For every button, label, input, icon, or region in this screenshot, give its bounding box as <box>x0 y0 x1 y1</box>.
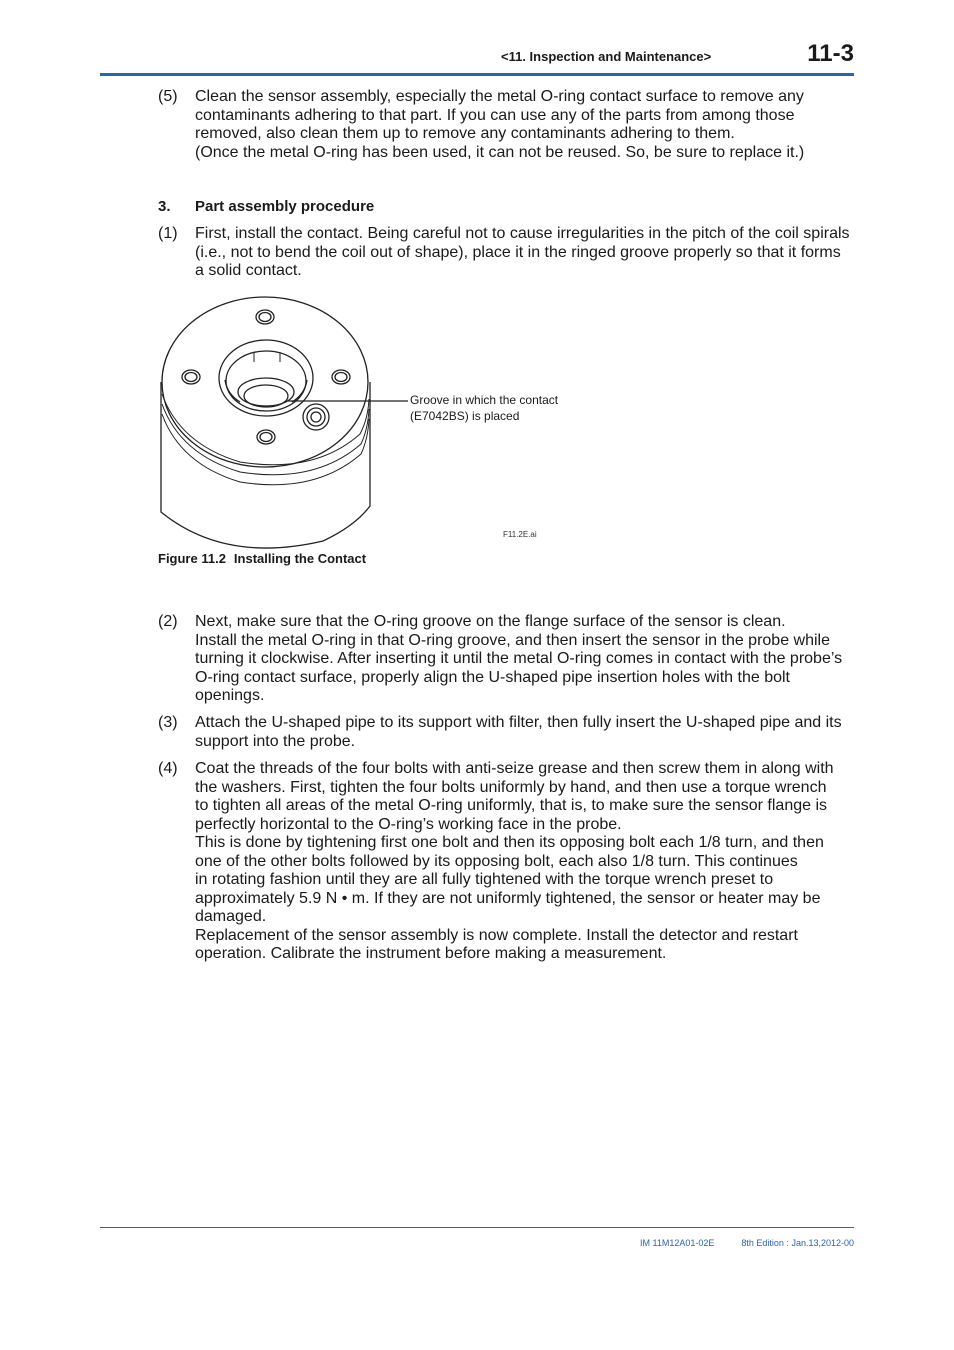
document-number: IM 11M12A01-02E <box>640 1238 715 1248</box>
caption-label: Installing the Contact <box>233 551 367 566</box>
section-number: 3. <box>158 198 171 215</box>
step-4 <box>158 760 858 964</box>
running-header: <11. Inspection and Maintenance> <box>501 49 712 64</box>
step-5 <box>158 88 858 162</box>
figure-file-tag: F11.2E.ai <box>503 530 537 539</box>
header-rule <box>100 73 854 76</box>
footer-rule <box>100 1227 854 1228</box>
step-number: (1) <box>158 225 178 242</box>
page-number: 11-3 <box>807 40 854 67</box>
step-2 <box>158 613 858 706</box>
step-3 <box>158 714 858 751</box>
step-text: Attach the U-shaped pipe to its support with filter, then fully insert the U-shaped pipe and its support into the probe. <box>195 714 842 750</box>
step-text: Coat the threads of the four bolts with anti-seize grease and then screw them in along with the washers. First, tighten the four bolts uniformly by hand, and then use a torque wrench to tighten all areas of the metal O-ring uniformly, that is, to make sure the sensor flange is perfectly horizontal to the O-ring’s working face in the probe. This is done by tightening first one bolt and then its opposing bolt each 1/8 turn, and then one of the other bolts followed by its opposing bolt, each also 1/8 turn. This continues in rotating fashion until they are all fully tightened with the torque wrench preset to approximately 5.9 N • m. If they are not uniformly tightened, the sensor or heater may be damaged. Replacement of the sensor assembly is now complete. Install the detector and restart operation. Calibrate the instrument before making a measurement. <box>195 760 834 962</box>
figure-caption <box>158 551 366 566</box>
step-number: (2) <box>158 613 178 630</box>
step-1 <box>158 225 858 281</box>
caption-number: Figure 11.2 <box>158 551 226 566</box>
step-number: (5) <box>158 88 178 105</box>
edition-info: 8th Edition : Jan.13,2012-00 <box>741 1238 854 1248</box>
step-number: (4) <box>158 760 178 777</box>
step-text: Next, make sure that the O-ring groove on the flange surface of the sensor is clean. Install the metal O-ring in that O-ring groove, and then insert the sensor in the probe while turning it clockwise. After inserting it until the metal O-ring comes in contact with the probe’s O-ring contact surface, properly align the U-shaped pipe insertion holes with the bolt openings. <box>195 613 843 704</box>
step-number: (3) <box>158 714 178 731</box>
step-text: Clean the sensor assembly, especially the metal O-ring contact surface to remove any contaminants adhering to that part. If you can use any of the parts from among those removed, also clean them up to remove any contaminants adhering to them. (Once the metal O-ring has been used, it can not be reused. So, be sure to replace it.) <box>195 88 805 161</box>
section-title: Part assembly procedure <box>195 198 375 215</box>
groove-callout: Groove in which the contact (E7042BS) is placed <box>410 393 559 423</box>
section-heading <box>158 198 374 215</box>
step-text: First, install the contact. Being careful not to cause irregularities in the pitch of the coil spirals (i.e., not to bend the coil out of shape), place it in the ringed groove properly so that it forms a solid contact. <box>195 225 850 279</box>
